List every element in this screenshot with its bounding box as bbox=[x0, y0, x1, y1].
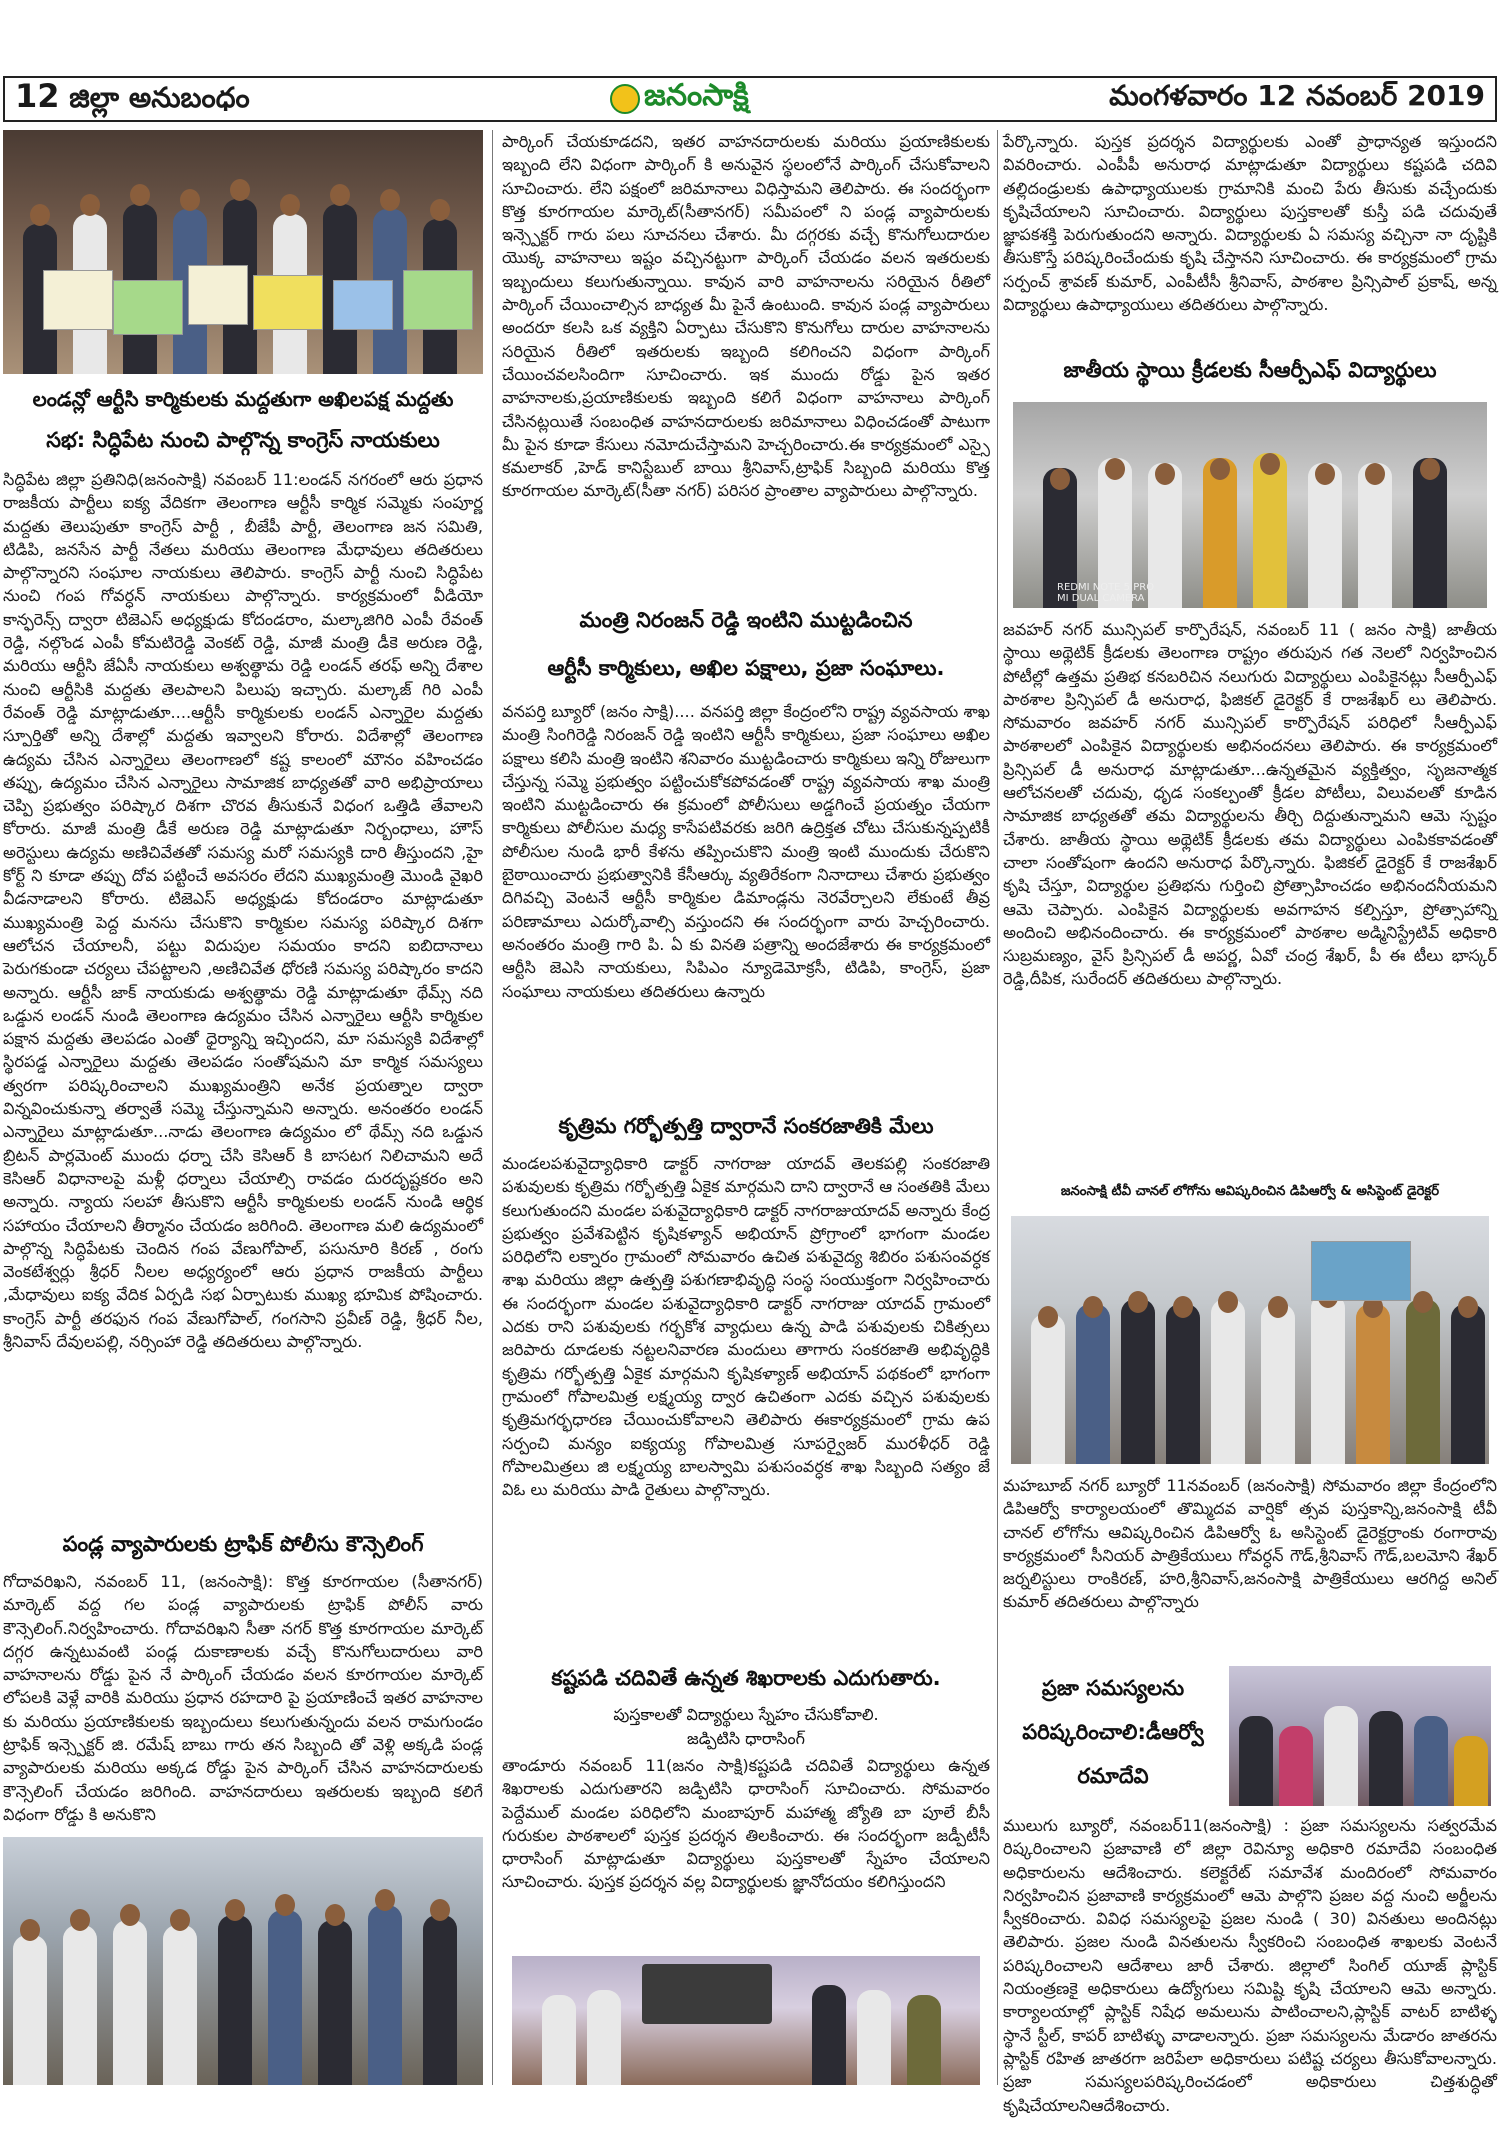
traffic-police-photo bbox=[3, 1837, 483, 2085]
london-headline-2: సభ: సిద్ధిపేట నుంచి పాల్గొన్న కాంగ్రెస్ నాయకులు bbox=[46, 428, 440, 452]
london-protest-photo bbox=[3, 130, 483, 374]
minister-headline-2: ఆర్టీసీ కార్మికులు, అఖిల పక్షాలు, ప్రజా సంఘాలు. bbox=[547, 656, 945, 680]
artificial-insemination-body: మండలపశువైద్యాధికారి డాక్టర్ నాగరాజు యాదవ్ తెలకపల్లి సంకరజాతి పశువులకు కృత్రిమ గర్భోత్పత్తి ఏకైక మార్గమని దాని ద్వారానే ఆ సంతతికి మేలు కలుగుతుందని మండల పశువైద్యాధికారి డాక్టర్ నాగరాజుయాదవ్ అన్నారు కేంద్ర ప్రభుత్వం ప్రవేశపెట్టిన కృషికళ్యాన్ అభియాన్ ప్రోగ్రాంలో భాగంగా మండల పరిధిలోని లక్నారం గ్రామంలో సోమవారం ఉచిత పశువైద్య శిబిరం పశుసంవర్ధక శాఖ మరియు జిల్లా ఉత్పత్తి పశుగణాభివృద్ధి సంస్థ సంయుక్తంగా నిర్వహించారు ఈ సందర్భంగా మండల పశువైద్యాధికారి డాక్టర్ నాగరాజు యాదవ్ గ్రామంలో ఎదకు రాని పశువులకు గర్భకోశ వ్యాధులు ఉన్న పాడి పశువులకు చికిత్సలు జరిపారు దూడలకు నట్టలనివారణ మందులు తాగారు సంకరజాతి అభివృద్ధికి కృత్రిమ గర్భోత్పత్తి ఏకైక మార్గమని కృషికళ్యాణ్ అభియాన్ పథకంలో భాగంగా గ్రామంలో గోపాలమిత్ర లక్ష్మయ్య ద్వార ఉచితంగా ఎదకు వచ్చిన పశువులకు కృత్రిమగర్భధారణ చేయించుకోవాలని తెలిపారు ఈకార్యక్రమంలో గ్రామ ఉప సర్పంచి మన్యం ఐక్యయ్య గోపాలమిత్ర సూపర్వైజర్ మురళీధర్ రెడ్డి గోపాలమిత్రలు జి లక్ష్మయ్య బాలస్వామి పశుసంవర్ధక శాఖ సిబ్బంది సత్యం జే విఓ లు మరియు పాడి రైతులు పాల్గొన్నారు. bbox=[502, 1154, 990, 1500]
column-divider bbox=[492, 130, 493, 2085]
logo-launch-headline: జనంసాక్షి టీవీ చానల్ లోగోను ఆవిష్కరించిన డిపిఆర్వో & అసిస్టెంట్ డైరెక్టర్ bbox=[1060, 1184, 1440, 1199]
study-body: తాండూరు నవంబర్ 11(జనం సాక్షి)కష్టపడి చదివితే విద్యార్థులు ఉన్నత శిఖరాలకు ఎదుగుతారని జడ్పిటిసి ధారాసింగ్ సూచించారు. సోమవారం పెద్దేముల్ మండల పరిధిలోని మంబాపూర్ మహాత్మ జ్యోతి బా పూలే బీసీ గురుకుల పాఠశాలలో పుస్తక ప్రదర్శన తిలకించారు. ఈ సందర్భంగా జడ్పీటీసీ ధారాసింగ్ మాట్లాడుతూ విద్యార్థులు పుస్తకాలతో స్నేహం చేయాలని సూచించారు. పుస్తక ప్రదర్శన వల్ల విద్యార్థులకు జ్ఞానోదయం కలిగిస్తుందని bbox=[502, 1756, 990, 1892]
book-exhibition-photo bbox=[512, 1956, 980, 2085]
grievance-headline-2: పరిష్కరించాలి:డీఆర్వో bbox=[1022, 1720, 1204, 1744]
london-headline-1: లండన్లో ఆర్టీసి కార్మికులకు మద్దతుగా అఖిలపక్ష మద్దతు bbox=[32, 387, 454, 411]
section-name: జిల్లా అనుబంధం bbox=[69, 81, 250, 114]
masthead bbox=[3, 76, 1497, 122]
minister-body: వనపర్తి బ్యూరో (జనం సాక్షి).... వనపర్తి జిల్లా కేంద్రంలోని రాష్ట్ర వ్యవసాయ శాఖ మంత్రి సింగిరెడ్డి నిరంజన్ రెడ్డి ఇంటిని ఆర్టీసీ కార్మికులు, ప్రజా సంఘాలు అఖిల పక్షాలు కలిసి మంత్రి ఇంటిని శనివారం ముట్టడించారు కార్మికులు ఇన్ని రోజులుగా చేస్తున్న సమ్మె ప్రభుత్వం పట్టించుకోకపోవడంతో రాష్ట్ర వ్యవసాయ శాఖ మంత్రి ఇంటిని ముట్టడించారు ఈ క్రమంలో పోలీసులు అడ్డగించే ప్రయత్నం చేయగా కార్మికులు పోలీసుల మధ్య కాసేపటివరకు జరిగి ఉద్రిక్తత చోటు చేసుకున్నప్పటికీ పోలీసుల నుండి భారీ కేళను తప్పించుకొని మంత్రి ఇంటి ముందుకు చేరుకొని బైఠాయించారు ప్రభుత్వానికి కేసీఆర్కు వ్యతిరేకంగా నినాదాలు చేశారు ప్రభుత్వం దిగివచ్చి వెంటనే ఆర్టీసీ కార్మికుల డిమాండ్లను నెరవేర్చాలని లేకుంటే తీవ్ర పరిణామాలు ఎదుర్కోవాల్సి వస్తుందని ఈ సందర్భంగా వారు హెచ్చరించారు. అనంతరం మంత్రి గారి పి. ఏ కు వినతి పత్రాన్ని అందజేశారు ఈ కార్యక్రమంలో ఆర్టీసి జెఎసి నాయకులు, సిపిఎం న్యూడెమోక్రసీ, టిడిపి, కాంగ్రెస్, ప్రజా సంఘాలు నాయకులు తదితరులు ఉన్నారు bbox=[502, 702, 990, 1001]
camera-watermark: REDMI NOTE 5 PRO MI DUAL CAMERA bbox=[1057, 582, 1155, 604]
logo-launch-photo bbox=[1011, 1216, 1489, 1464]
grievance-body: ములుగు బ్యూరో, నవంబర్11(జనంసాక్షి) : ప్రజా సమస్యలను సత్వరమేవ రిష్కరించాలని ప్రజావాణి లో జిల్లా రెవిన్యూ అధికారి రమాదేవి సంబంధిత అధికారులను ఆదేశించారు. కలెక్టరేట్ సమావేశ మందిరంలో సోమవారం నిర్వహించిన ప్రజావాణి కార్యక్రమంలో ఆమె పాల్గొని ప్రజల వద్ద నుంచి అర్జీలను స్వీకరించారు. వివిధ సమస్యలపై ప్రజల నుండి ( 30) వినతులు అందినట్లు తెలిపారు. ప్రజల నుండి వినతులను స్వీకరించి సంబంధిత శాఖలకు వెంటనే పరిష్కరించాలని ఆదేశాలు జారీ చేశారు. జిల్లాలో సింగిల్ యూజ్ ప్లాస్టిక్ నియంత్రణకై అధికారులు ఉద్యోగులు సమిష్టి కృషి చేయాలని ఆమె అన్నారు. కార్యాలయాల్లో ప్లాస్టిక్ నిషేధ అమలును పాటించాలని,ప్లాస్టిక్ వాటర్ బాటిళ్ళ స్థానే స్టీల్, కాపర్ బాటిళ్ళు వాడాలన్నారు. ప్రజా సమస్యలను మేడారం జాతరను ప్లాస్టిక్ రహిత జాతరగా జరిపేలా అధికారులు పటిష్ట చర్యలు తీసుకోవాలన్నారు. ప్రజా సమస్యలపరిష్కరించడంలో అధికారులు చిత్తశుద్ధితో కృషిచేయాలనిఆదేశించారు. bbox=[1003, 1816, 1497, 2115]
athletes-photo bbox=[1013, 402, 1487, 608]
artificial-insemination-headline: కృత్రిమ గర్భోత్పత్తి ద్వారానే సంకరజాతికి మేలు bbox=[558, 1114, 934, 1138]
column-divider bbox=[997, 130, 998, 2085]
traffic-body-continued: పార్కింగ్ చేయకూడదని, ఇతర వాహనదారులకు మరియు ప్రయాణికులకు ఇబ్బంది లేని విధంగా పార్కింగ్ కి అనువైన స్థలంలోనే పార్కింగ్ చేసుకోవాలని సూచించారు. లేని పక్షంలో జరిమానాలు విధిస్తామని తెలిపారు. ఈ సందర్భంగా కొత్త కూరగాయల మార్కెట్(సీతానగర్) సమీపంలో ని పండ్ల వ్యాపారులకు ఇన్స్పెక్టర్ గారు పలు సూచనలు చేశారు. మీ దగ్గరకు వచ్చే కొనుగోలుదారుల యొక్క వాహనాలు ఇష్టం వచ్చినట్టుగా పార్కింగ్ చేయడం వలన ఇతరులకు ఇబ్బందులు కలుగుతున్నాయి. కావున వారి వాహనాలను సరియైన రీతిలో పార్కింగ్ చేయించాల్సిన బాధ్యత మీ పైనే ఉంటుంది. కావున పండ్ల వ్యాపారులు అందరూ కలసి ఒక వ్యక్తిని ఏర్పాటు చేసుకొని కొనుగోలు దారుల వాహనాలను సరియైన రీతిలో ఇతరులకు ఇబ్బంది కలిగించని విధంగా పార్కింగ్ చేయించవలసిందిగా సూచించారు. ఇక ముందు రోడ్డు పైన ఇతర వాహనాలకు,ప్రయాణికులకు ఇబ్బంది కలిగే విధంగా వాహనాలు పార్కింగ్ చేసినట్లయితే సంబంధిత వాహనదారులకు జరిమానాలు విధించడంతో పాటుగా మీ పైన కూడా కేసులు నమోదుచేస్తామని హెచ్చరించారు.ఈ కార్యక్రమంలో ఎస్సై కమలాకర్ ,హెడ్ కానిస్టేబుల్ బాయి శ్రీనివాస్,ట్రాఫిక్ సిబ్బంది మరియు కొత్త కూరగాయల మార్కెట్(సీతా నగర్) పరిసర ప్రాంతాల వ్యాపారులు పాల్గొన్నారు. bbox=[502, 132, 990, 501]
minister-headline-1: మంత్రి నిరంజన్ రెడ్డి ఇంటిని ముట్టడించిన bbox=[579, 608, 913, 632]
study-body-continued: పేర్కొన్నారు. పుస్తక ప్రదర్శన విద్యార్థులకు ఎంతో ప్రాధాన్యత ఇస్తుందని వివరించారు. ఎంపీపీ అనురాధ మాట్లాడుతూ విద్యార్థులు కష్టపడి చదివి తల్లిదండ్రులకు ఉపాధ్యాయులకు గ్రామానికి మంచి పేరు తీసుకు వచ్చేందుకు కృషిచేయాలని సూచించారు. విద్యార్థులు పుస్తకాలతో కుస్తీ పడి చదువుతే జ్ఞాపకశక్తి పెరుగుతుందని అన్నారు. విద్యార్థులకు ఏ సమస్య వచ్చినా నా దృష్టికి తీసుకొస్తే పరిష్కరించేందుకు కృషి చేస్తానని సూచించారు. ఈ కార్యక్రమంలో గ్రామ సర్పంచ్ శ్రావణ్ కుమార్, ఎంపీటీసీ శ్రీనివాస్, పాఠశాల ప్రిన్సిపాల్ ప్రకాష్, అన్న విద్యార్థులు ఉపాధ్యాయులు తదితరులు పాల్గొన్నారు. bbox=[1003, 132, 1497, 315]
study-subhead-2: జడ్పిటిసి ధారాసింగ్ bbox=[687, 1729, 805, 1748]
traffic-headline: పండ్ల వ్యాపారులకు ట్రాఫిక్ పోలీసు కౌన్సెలింగ్ bbox=[62, 1532, 424, 1556]
page-label bbox=[15, 77, 250, 121]
study-headline: కష్టపడి చదివితే ఉన్నత శిఖరాలకు ఎదుగుతారు. bbox=[551, 1666, 941, 1690]
column-1 bbox=[3, 130, 483, 2085]
logo-launch-body: మహబూబ్ నగర్ బ్యూరో 11నవంబర్ (జనంసాక్షి) సోమవారం జిల్లా కేంద్రంలోని డిపిఆర్వో కార్యాలయంలో తొమ్మిదవ వార్షికో త్సవ పుస్తకాన్ని,జనంసాక్షి టీవీ చానల్ లోగోను ఆవిష్కరించిన డిపిఆర్వో ఓ అసిస్టెంట్ డైరెక్టర్రాంకు రంగారావు కార్యక్రమంలో సీనియర్ పాత్రికేయులు గోవర్ధన్ గౌడ్,శ్రీనివాస్ గౌడ్,బలమోని శేఖర్ జర్నలిస్టులు రాంకిరణ్, హరి,శ్రీనివాస్,జనంసాక్షి పాత్రికేయులు ఆరగిద్ద అనిల్ కుమార్ తదితరులు పాల్గొన్నారు bbox=[1003, 1476, 1497, 1612]
sports-headline: జాతీయ స్థాయి క్రీడలకు సీఆర్పీఎఫ్ విద్యార్థులు bbox=[1063, 358, 1437, 382]
brand-logo bbox=[610, 78, 749, 120]
column-2 bbox=[502, 130, 990, 2085]
sun-logo-icon bbox=[610, 84, 640, 114]
brand-name: జనంసాక్షి bbox=[644, 78, 749, 113]
grievance-headline-3: రమాదేవి bbox=[1077, 1764, 1149, 1788]
london-body: సిద్ధిపేట జిల్లా ప్రతినిధి(జనంసాక్షి) నవంబర్ 11:లండన్ నగరంలో ఆరు ప్రధాన రాజకీయ పార్టీలు ఐక్య వేదికగా తెలంగాణ ఆర్టీసీ కార్మిక సమ్మెకు సంపూర్ణ మద్దతు తెలుపుతూ కాంగ్రెస్ పార్టీ , బీజేపీ పార్టీ, తెలంగాణ జన సమితి, టిడిపి, జనసేన పార్టీ నేతలు మరియు తెలంగాణ మేధావులు తదితరులు పాల్గొన్నారని సంఘాల నాయకులు తెలిపారు. కాంగ్రెస్ పార్టీ నుంచి సిద్ధిపేట నుంచి గంప గోవర్ధన్ నాయకులు పాల్గొన్నారు. కార్యక్రమంలో వీడియో కాన్ఫరెన్స్ ద్వారా టిజెఎస్ అధ్యక్షుడు కోదండరాం, మల్కాజిగిరి ఎంపీ రేవంత్ రెడ్డి, నల్గొండ ఎంపీ కోమటిరెడ్డి వెంకట్ రెడ్డి, మాజీ మంత్రి డీకె అరుణ రెడ్డి, మరియు ఆర్టీసి జేఏసీ నాయకులు అశ్వత్థామ రెడ్డి లండన్ తరఫ్ అన్ని దేశాల నుంచి ఆర్టీసికి మద్దతు తెలపాలని పిలుపు ఇచ్చారు. మల్కాజ్ గిరి ఎంపీ రేవంత్ రెడ్డి మాట్లాడుతూ....ఆర్టీసీ కార్మికులకు లండన్ ఎన్నారైల మద్దతు స్పూర్తితో అన్ని దేశాల్లో మద్దతు ఇవ్వాలని కోరారు. విదేశాల్లో తెలంగాణ ఉద్యమ చేసిన ఎన్నారైలు తెలంగాణలో కష్ట కాలంలో మౌనం వహించడం తప్పు, ఉద్యమం చేసిన ఎన్నారైలు సామాజిక బాధ్యతతో వారి అభిప్రాయాలు చెప్పి ప్రభుత్వం పరిష్కార దిశగా చొరవ తీసుకునే విధంగ ఒత్తిడి తేవాలని కోరారు. మాజీ మంత్రి డీకే అరుణ రెడ్డి మాట్లాడుతూ నిర్బంధాలు, హౌస్ అరెస్టులు ఉద్యమ అణిచివేతతో సమస్య మరో సమస్యకి దారి తీస్తుందని ,హై కోర్ట్ ని కూడా తప్పు దోవ పట్టించే అవసరం లేదని ముఖ్యమంత్రి మొండి వైఖరి వీడనాడాలని కోరారు. టిజెఎస్ అధ్యక్షుడు కోదండరాం మాట్లాడుతూ ముఖ్యమంత్రి పెద్ద మనసు చేసుకొని కార్మికుల సమస్య పరిష్కార దిశగా ఆలోచన చేయాలనీ, పట్టు విదుపుల సమయం కాదని ఐబిదానాలు పెరుగకుండా చర్యలు చేపట్టాలని ,అణిచివేత ధోరణి సమస్య పరిష్కారం కాదని అన్నారు. ఆర్టీసీ జాక్ నాయకుడు అశ్వత్థామ రెడ్డి మాట్లాడుతూ థేమ్స్ నది ఒడ్డున లండన్ నుండి తెలంగాణ ఉద్యమం చేసిన ఎన్నారైలు ఆర్టీసి కార్మికుల పక్షాన మద్దతు తెలపడం ఎంతో ధైర్యాన్ని ఇచ్చిందని, మా సమస్యకి విదేశాల్లో స్థిరపడ్డ ఎన్నారైలు మద్దతు తెలపడం సంతోషమని మా కార్మిక సమస్యలు త్వరగా పరిష్కరించాలని ముఖ్యమంత్రిని అనేక ప్రయత్నాల ద్వారా విన్నవించుకున్నా తర్వాతే సమ్మె చేస్తున్నామని అన్నారు. అనంతరం లండన్ ఎన్నారైలు మాట్లాడుతూ...నాడు తెలంగాణ ఉద్యమం లో థేమ్స్ నది ఒడ్డున బ్రిటన్ పార్లమెంట్ ముందు ధర్నా చేసి కెసిఆర్ కి బాసటగ నిలిచామని అదే కెసిఆర్ విధానాలపై మళ్లీ ధర్నాలు చేయాల్సి రావడం దురదృష్టకరం అని అన్నారు. న్యాయ సలహా తీసుకొని ఆర్టీసీ కార్మికులకు లండన్ నుండి ఆర్థిక సహాయం చేయాలని తీర్మానం చేయడం జరిగింది. తెలంగాణ మలి ఉద్యమంలో పాల్గొన్న సిద్ధిపేటకు చెందిన గంప వేణుగోపాల్, పసునూరి కిరణ్ , రంగు వెంకటేశ్వర్లు శ్రీధర్ నీలల అధ్యర్యంలో ఆరు ప్రధాన రాజకీయ పార్టీలు ,మేధావులు ఐక్య వేదిక ఏర్పడి సభ ఏర్పాటుకు ముఖ్య భూమిక పోషించారు. కాంగ్రెస్ పార్టీ తరఫున గంప వేణుగోపాల్, గంగసాని ప్రవీణ్ రెడ్డి, శ్రీధర్ నీల, శ్రీనివాస్ దేవులపల్లి, నర్సింహా రెడ్డి తదితరులు పాల్గొన్నారు. bbox=[3, 470, 483, 1351]
grievance-photo bbox=[1229, 1666, 1491, 1806]
grievance-headline-1: ప్రజా సమస్యలను bbox=[1041, 1676, 1185, 1700]
column-3 bbox=[1003, 130, 1497, 2115]
study-subhead-1: పుస్తకాలతో విద్యార్థులు స్నేహం చేసుకోవాలి. bbox=[613, 1705, 879, 1724]
traffic-body: గోదావరిఖని, నవంబర్ 11, (జనంసాక్షి): కొత్త కూరగాయల (సీతానగర్) మార్కెట్ వద్ద గల పండ్ల వ్యాపారులకు ట్రాఫిక్ పోలీస్ వారు కౌన్సెలింగ్.నిర్వహించారు. గోదావరిఖని సీతా నగర్ కొత్త కూరగాయల మార్కెట్ దగ్గర ఉన్నటువంటి పండ్ల దుకాణాలకు వచ్చే కొనుగోలుదారులు వారి వాహనాలను రోడ్డు పైన నే పార్కింగ్ చేయడం వలన కూరగాయల మార్కెట్ లోపలకి వెళ్లే వారికి మరియు ప్రధాన రహదారి పై ప్రయాణించే ఇతర వాహనాల కు మరియు ప్రయాణికులకు ఇబ్బందులు కలుగుతున్నందు వలన రామగుండం ట్రాఫిక్ ఇన్స్పెక్టర్ జి. రమేష్ బాబు గారు తన సిబ్బంది తో వెళ్లి అక్కడి పండ్ల వ్యాపారులకు మరియు అక్కడ రోడ్డు పైన పార్కింగ్ చేసిన వాహనదారులకు కౌన్సెలింగ్ చేయడం జరిగింది. వాహనదారులు ఇతరులకు ఇబ్బంది కలిగే విధంగా రోడ్డు కి అనుకొని bbox=[3, 1572, 483, 1824]
page-number: 12 bbox=[15, 77, 60, 115]
issue-date: మంగళవారం 12 నవంబర్ 2019 bbox=[1109, 79, 1485, 112]
sports-body: జవహర్ నగర్ మున్సిపల్ కార్పొరేషన్, నవంబర్ 11 ( జనం సాక్షి) జాతీయ స్థాయి అథ్లెటిక్ క్రీడలకు తెలంగాణ రాష్ట్రం తరుపున గత నెలలో నిర్వహించిన పోటీల్లో ఉత్తమ ప్రతిభ కనబరిచిన నలుగురు విద్యార్థులు ఎంపికైనట్లు సీఆర్పీఎఫ్ పాఠశాల ప్రిన్సిపల్ డీ అనురాధ, ఫిజికల్ డైరెక్టర్ కే రాజశేఖర్ లు తెలిపారు. సోమవారం జవహర్ నగర్ మున్సిపల్ కార్పొరేషన్ పరిధిలో సీఆర్పీఎఫ్ పాఠశాలలో ఎంపికైన విద్యార్థులకు అభినందనలు తెలిపారు. ఈ కార్యక్రమంలో ప్రిన్సిపల్ డీ అనురాధ మాట్లాడుతూ...ఉన్నతమైన వ్యక్తిత్వం, సృజనాత్మక ఆలోచనలతో చదువు, ధృడ సంకల్పంతో క్రీడల పోటీలు, విలువలతో కూడిన సామాజిక బాధ్యతతో తమ విద్యార్థులను తీర్చి దిద్దుతున్నామని ఆమె స్పష్టం చేశారు. జాతీయ స్థాయి అథ్లెటిక్ క్రీడలకు తమ విద్యార్థులు ఎంపికకావడంతో చాలా సంతోషంగా ఉందని అనురాధ పేర్కొన్నారు. ఫిజికల్ డైరెక్టర్ కే రాజశేఖర్ కృషి చేస్తూ, విద్యార్థుల ప్రతిభను గుర్తించి ప్రోత్సాహించడం అభినందనీయమని ఆమె చెప్పారు. ఎంపికైన విద్యార్థులకు అవగాహన కల్పిస్తూ, ప్రోత్సాహాన్ని అందించి అభినందించారు. ఈ కార్యక్రమంలో పాఠశాల అడ్మినిస్ట్రేటివ్ అధికారి సుబ్రమణ్యం, వైస్ ప్రిన్సిపల్ డీ అపర్ణ, ఏవో చంద్ర శేఖర్, పీ ఈ టీలు భాస్కర్ రెడ్డి,దీపిక, సురేందర్ తదితరులు పాల్గొన్నారు. bbox=[1003, 620, 1497, 989]
